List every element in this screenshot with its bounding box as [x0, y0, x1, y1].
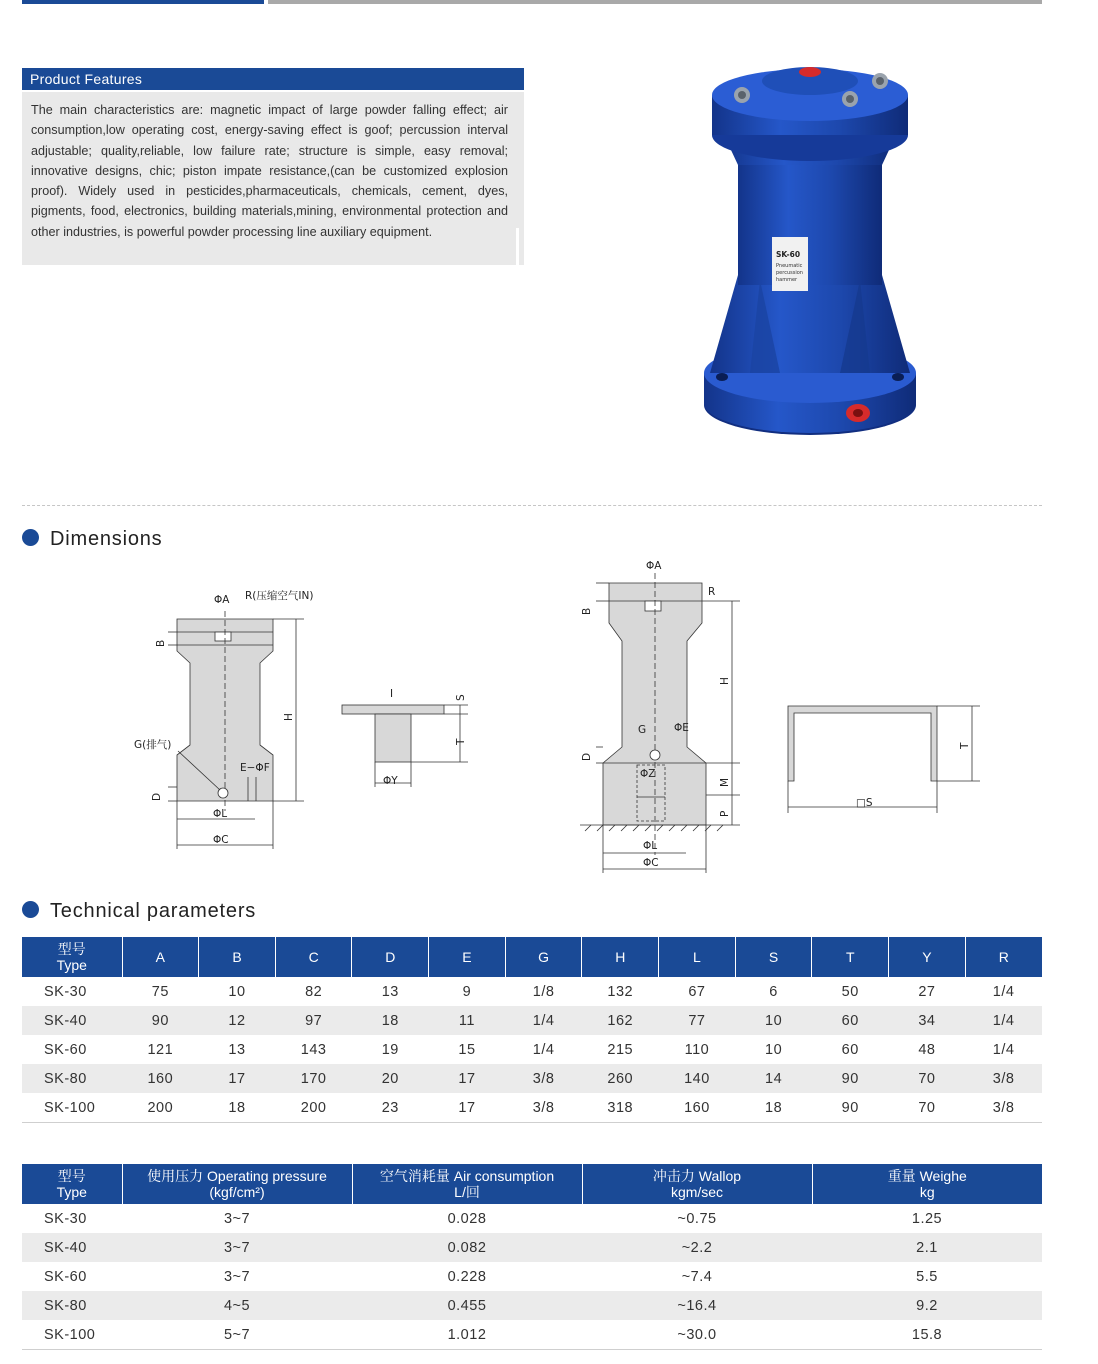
- value-cell: 17: [429, 1093, 506, 1123]
- top-accent-bar: [22, 0, 264, 4]
- column-header-line: kg: [919, 1184, 935, 1200]
- model-cell: SK-60: [44, 1041, 87, 1058]
- column-header: [275, 937, 352, 977]
- dim-label-s: S: [455, 694, 467, 701]
- value-cell: 50: [841, 983, 859, 1000]
- column-header-line: C: [308, 949, 319, 965]
- value-cell: 82: [305, 983, 323, 1000]
- table-row: [22, 1006, 1042, 1035]
- value-cell: 90: [122, 1006, 199, 1035]
- column-header: [22, 937, 122, 977]
- value-cell: 97: [275, 1006, 352, 1035]
- dim-label-d-large: D: [581, 752, 593, 761]
- value-cell: 318: [582, 1093, 659, 1123]
- value-cell: 10: [735, 1006, 812, 1035]
- dim-label-phi-l-large: ΦL: [643, 840, 658, 852]
- value-cell: 11: [429, 1006, 506, 1035]
- value-cell: 5~7: [122, 1320, 352, 1350]
- column-header-line: L: [693, 949, 701, 965]
- dimensions-diagram: [120, 555, 1000, 885]
- column-header-line: 空气消耗量 Air consumption: [379, 1168, 555, 1184]
- dim-label-g: G: [638, 724, 647, 736]
- column-header: [505, 937, 582, 977]
- column-header-line: L/回: [454, 1184, 480, 1200]
- table-row: [22, 1320, 1042, 1350]
- value-cell: ~7.4: [681, 1268, 713, 1285]
- value-cell: 1/8: [532, 983, 555, 1000]
- model-cell: SK-100: [22, 1093, 122, 1123]
- value-cell: 15.8: [812, 1320, 1042, 1350]
- column-header-line: Type: [56, 1184, 87, 1200]
- dim-label-d: D: [151, 792, 163, 801]
- column-header-line: Type: [56, 957, 87, 973]
- dim-label-square-s: □S: [856, 797, 873, 809]
- table-row: [22, 1204, 1042, 1233]
- value-cell: 170: [275, 1064, 352, 1093]
- table-row: [22, 1093, 1042, 1123]
- value-cell: 215: [607, 1041, 634, 1058]
- value-cell: 3/8: [505, 1093, 582, 1123]
- tech-params-heading: [22, 900, 256, 923]
- column-header: [582, 937, 659, 977]
- value-cell: 17: [199, 1064, 276, 1093]
- dim-label-i: I: [390, 688, 394, 700]
- value-cell: 18: [735, 1093, 812, 1123]
- dim-label-phi-z: ΦZ: [640, 768, 656, 780]
- value-cell: 6: [769, 983, 778, 1000]
- table-row: [22, 977, 1042, 1006]
- value-cell: 14: [735, 1064, 812, 1093]
- value-cell: 0.028: [447, 1210, 487, 1227]
- dim-label-phi-l: ΦL: [213, 808, 228, 820]
- value-cell: 0.455: [352, 1291, 582, 1320]
- value-cell: 143: [300, 1041, 327, 1058]
- column-header: [429, 937, 506, 977]
- value-cell: 17: [429, 1064, 506, 1093]
- dim-label-g-exhaust: G(排气): [134, 739, 172, 751]
- value-cell: 162: [582, 1006, 659, 1035]
- dimensions-table: [22, 937, 1042, 1123]
- value-cell: 260: [582, 1064, 659, 1093]
- value-cell: 160: [659, 1093, 736, 1123]
- value-cell: 13: [381, 983, 399, 1000]
- column-header-line: B: [232, 949, 242, 965]
- value-cell: 3~7: [223, 1268, 251, 1285]
- value-cell: 1.012: [352, 1320, 582, 1350]
- product-label-line1: Pneumatic: [776, 263, 803, 269]
- column-header-line: 型号: [57, 1168, 86, 1184]
- model-cell: SK-30: [44, 983, 87, 1000]
- value-cell: 1/4: [505, 1006, 582, 1035]
- bullet-icon: [22, 901, 39, 918]
- value-cell: ~0.75: [677, 1210, 717, 1227]
- value-cell: 1.25: [911, 1210, 943, 1227]
- value-cell: 13: [228, 1041, 246, 1058]
- dimensions-title: Dimensions: [50, 528, 163, 550]
- dim-label-r-in: R(压缩空气IN): [245, 590, 314, 602]
- value-cell: 18: [352, 1006, 429, 1035]
- value-cell: 75: [151, 983, 169, 1000]
- value-cell: 1/4: [532, 1041, 555, 1058]
- value-cell: ~2.2: [582, 1233, 812, 1262]
- model-cell: SK-40: [22, 1006, 122, 1035]
- table-row: [22, 1233, 1042, 1262]
- column-header: [735, 937, 812, 977]
- column-header: [352, 937, 429, 977]
- value-cell: 2.1: [812, 1233, 1042, 1262]
- column-header-line: kgm/sec: [670, 1184, 724, 1200]
- value-cell: 60: [812, 1006, 889, 1035]
- column-header-line: E: [462, 949, 472, 965]
- dim-label-phi-c-large: ΦC: [643, 857, 659, 869]
- value-cell: ~16.4: [582, 1291, 812, 1320]
- product-features-header: Product Features: [22, 68, 524, 90]
- value-cell: 34: [889, 1006, 966, 1035]
- column-header-line: D: [385, 949, 396, 965]
- table-row: [22, 1064, 1042, 1093]
- column-header: [965, 937, 1042, 977]
- column-header-line: H: [615, 949, 626, 965]
- column-header-line: 冲击力 Wallop: [652, 1168, 742, 1184]
- column-header: [352, 1164, 582, 1204]
- performance-table: [22, 1164, 1042, 1350]
- column-header-line: 重量 Weighe: [887, 1168, 967, 1184]
- value-cell: 10: [228, 983, 246, 1000]
- model-cell: SK-30: [44, 1210, 87, 1227]
- dim-label-h: H: [283, 713, 295, 721]
- value-cell: 90: [812, 1064, 889, 1093]
- value-cell: 20: [352, 1064, 429, 1093]
- tech-params-title: Technical parameters: [50, 900, 257, 922]
- value-cell: 3~7: [223, 1210, 251, 1227]
- value-cell: 3/8: [505, 1064, 582, 1093]
- top-divider-bar: [268, 0, 1042, 4]
- bullet-icon: [22, 529, 39, 546]
- table-header-row: [22, 1164, 1042, 1204]
- value-cell: 23: [352, 1093, 429, 1123]
- product-image: [690, 55, 930, 445]
- value-cell: 3/8: [965, 1064, 1042, 1093]
- dim-label-phi-y: ΦY: [383, 775, 398, 787]
- model-cell: SK-100: [22, 1320, 122, 1350]
- value-cell: 132: [607, 983, 634, 1000]
- value-cell: 19: [381, 1041, 399, 1058]
- value-cell: 15: [458, 1041, 476, 1058]
- value-cell: 1/4: [992, 983, 1015, 1000]
- value-cell: 140: [659, 1064, 736, 1093]
- dim-label-p: P: [719, 810, 731, 817]
- dim-label-phi-c: ΦC: [213, 834, 229, 846]
- value-cell: 3/8: [965, 1093, 1042, 1123]
- value-cell: 4~5: [122, 1291, 352, 1320]
- column-header-line: G: [538, 949, 550, 965]
- column-header: [122, 1164, 352, 1204]
- dim-label-t: T: [455, 738, 467, 745]
- dim-label-phi-e: ΦE: [674, 722, 689, 734]
- value-cell: 5.5: [916, 1268, 938, 1285]
- value-cell: 70: [889, 1093, 966, 1123]
- product-features-text: The main characteristics are: magnetic impact of large powder falling effect; air consumption,low operating cost, energy-saving effect is goof; percussion interval adjustable; quality,reliable, low failure rate; structure is simple, easy removal; innovative designs, chic; piston impate resistance,(can be customized explosion proof). Widely used in pesticides,pharmaceuticals, chemicals, cement, dyes, pigments, food, electronics, building materials,mining, environmental protection and other industries, is powerful powder processing line auxiliary equipment.: [22, 92, 524, 265]
- dim-label-b-large: B: [581, 607, 593, 615]
- value-cell: 121: [147, 1041, 174, 1058]
- product-label-line3: hammer: [776, 277, 798, 283]
- column-header-line: S: [768, 949, 779, 965]
- model-cell: SK-40: [22, 1233, 122, 1262]
- value-cell: 9.2: [812, 1291, 1042, 1320]
- column-header-line: A: [155, 949, 165, 965]
- column-header: [812, 937, 889, 977]
- value-cell: 48: [918, 1041, 936, 1058]
- value-cell: 90: [812, 1093, 889, 1123]
- dim-label-phi-a-large: ΦA: [646, 560, 662, 572]
- text-block-edge: [516, 228, 519, 265]
- value-cell: 160: [122, 1064, 199, 1093]
- column-header-line: 型号: [57, 941, 86, 957]
- column-header: [812, 1164, 1042, 1204]
- value-cell: 18: [199, 1093, 276, 1123]
- value-cell: 200: [122, 1093, 199, 1123]
- dim-label-t-bracket: T: [959, 742, 971, 749]
- dim-label-h-large: H: [719, 677, 731, 685]
- section-divider: [22, 505, 1042, 506]
- value-cell: 200: [275, 1093, 352, 1123]
- dim-label-m: M: [719, 777, 731, 787]
- column-header-line: T: [845, 949, 855, 965]
- dimensions-heading: [22, 528, 162, 551]
- value-cell: 27: [918, 983, 936, 1000]
- value-cell: 67: [688, 983, 706, 1000]
- value-cell: 9: [462, 983, 472, 1000]
- value-cell: ~30.0: [582, 1320, 812, 1350]
- value-cell: 70: [889, 1064, 966, 1093]
- table-row: [22, 1291, 1042, 1320]
- value-cell: 10: [765, 1041, 783, 1058]
- value-cell: 110: [684, 1041, 710, 1058]
- value-cell: 0.228: [447, 1268, 487, 1285]
- column-header: [122, 937, 199, 977]
- table-row: [22, 1035, 1042, 1064]
- value-cell: 3~7: [122, 1233, 352, 1262]
- column-header: [659, 937, 736, 977]
- table-header-row: [22, 937, 1042, 977]
- value-cell: 77: [659, 1006, 736, 1035]
- table-row: [22, 1262, 1042, 1291]
- value-cell: 12: [199, 1006, 276, 1035]
- dim-label-b: B: [155, 639, 167, 647]
- column-header: [199, 937, 276, 977]
- value-cell: 1/4: [992, 1041, 1015, 1058]
- model-cell: SK-80: [22, 1064, 122, 1093]
- column-header-line: 使用压力 Operating pressure: [147, 1168, 327, 1184]
- column-header-line: (kgf/cm²): [209, 1184, 265, 1200]
- column-header-line: Y: [922, 949, 932, 965]
- column-header: [889, 937, 966, 977]
- model-cell: SK-60: [44, 1268, 87, 1285]
- dim-label-phi-a: ΦA: [214, 594, 230, 606]
- column-header-line: R: [998, 949, 1009, 965]
- dim-label-e-phi-f: E−ΦF: [240, 762, 270, 774]
- column-header: [22, 1164, 122, 1204]
- value-cell: 1/4: [965, 1006, 1042, 1035]
- product-label-line2: percussion: [776, 270, 803, 276]
- product-label-model: SK-60: [776, 250, 801, 259]
- value-cell: 0.082: [352, 1233, 582, 1262]
- model-cell: SK-80: [22, 1291, 122, 1320]
- dim-label-r: R: [708, 586, 716, 598]
- value-cell: 60: [841, 1041, 859, 1058]
- column-header: [582, 1164, 812, 1204]
